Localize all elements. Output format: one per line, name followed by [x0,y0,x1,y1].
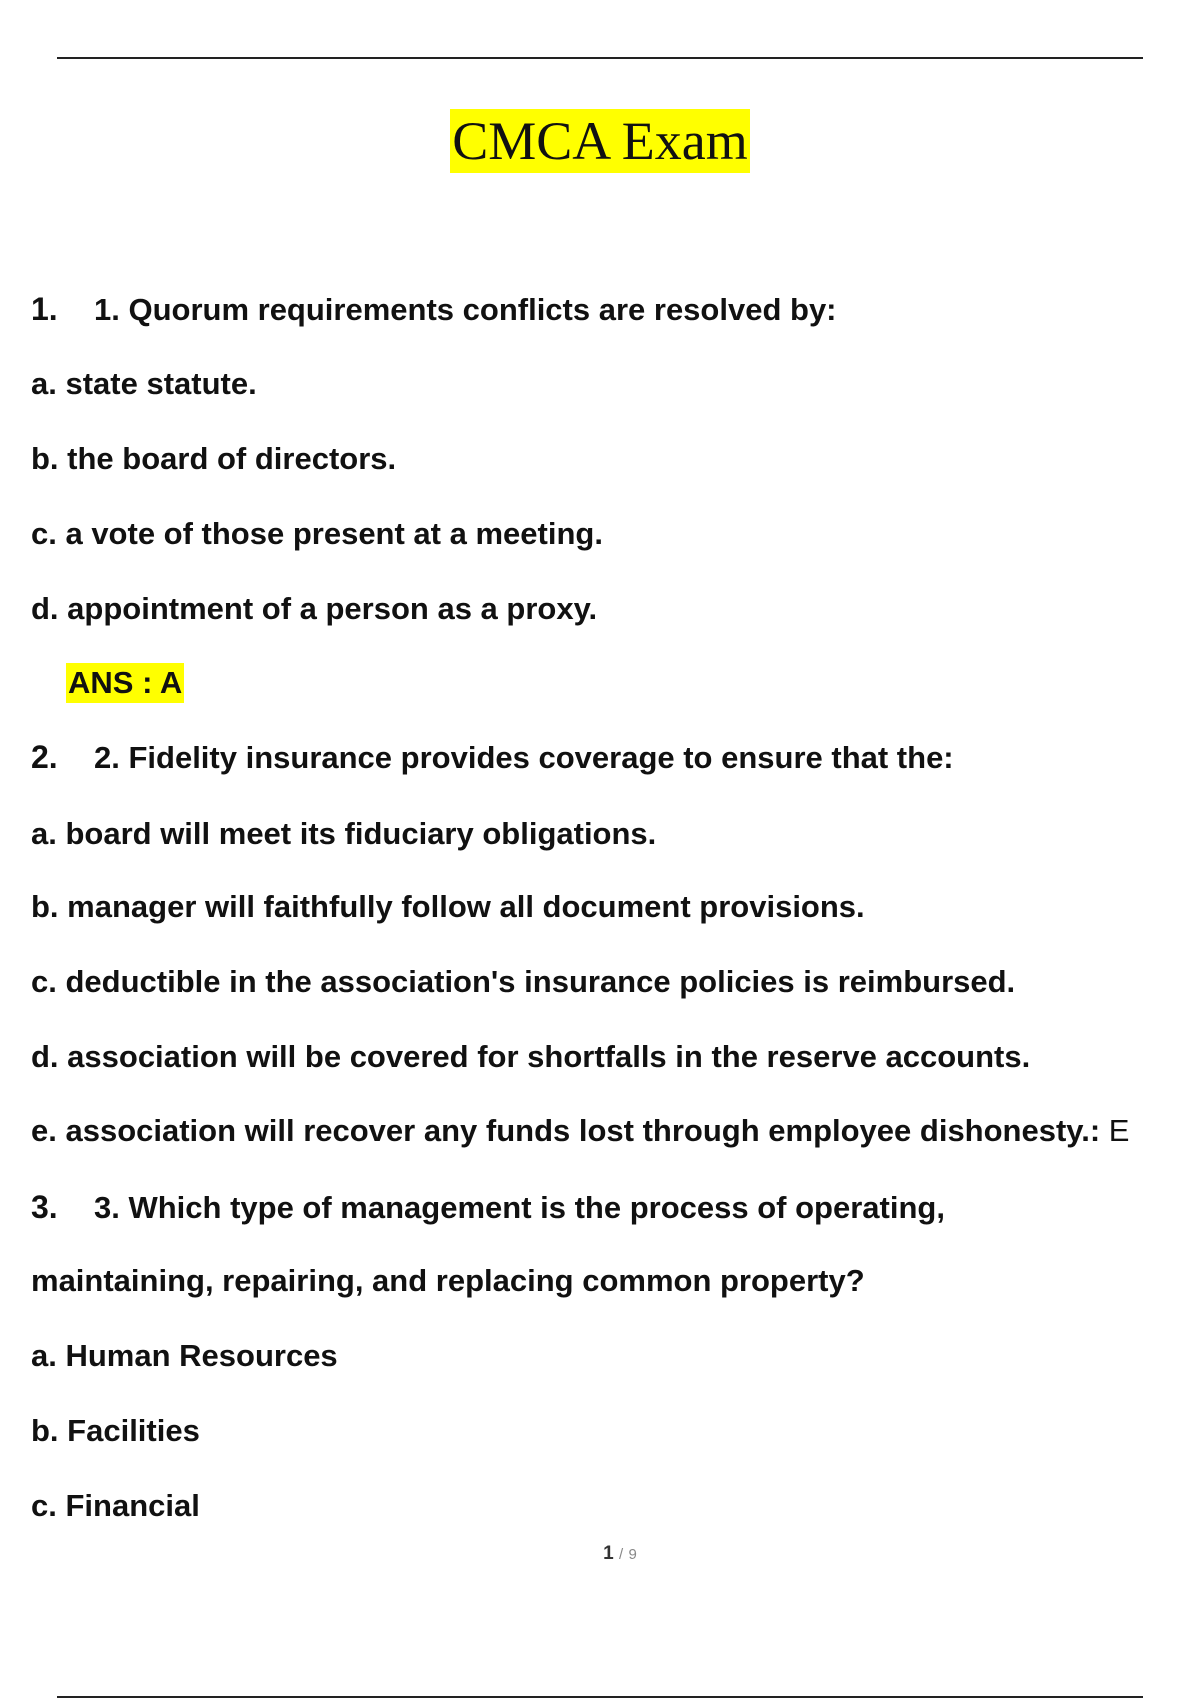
page-indicator [0,1543,1200,1565]
option-3b: b. Facilities [31,1413,200,1448]
option-text: e. association will recover any funds lost through employee dishonesty.: [31,1113,1101,1148]
option-1b: b. the board of directors. [31,441,397,476]
top-rule [57,57,1143,59]
title-wrap [0,109,1200,173]
question-text: 2. Fidelity insurance provides coverage to ensure that the: [94,740,954,775]
page-current: 1 [603,1543,614,1564]
option-2b: b. manager will faithfully follow all document provisions. [31,889,865,924]
answer-1: ANS : A [66,663,184,703]
option-1c: c. a vote of those present at a meeting. [31,516,603,551]
option-2e [31,1112,1129,1150]
option-2d: d. association will be covered for shortfalls in the reserve accounts. [31,1039,1031,1074]
question-text: 3. Which type of management is the process of operating, [94,1190,945,1225]
question-3-continued: maintaining, repairing, and replacing common property? [31,1263,865,1298]
question-number: 2. [31,739,58,775]
question-1 [31,290,837,329]
option-1d: d. appointment of a person as a proxy. [31,591,598,626]
option-3c: c. Financial [31,1488,200,1523]
bottom-rule [57,1696,1143,1698]
question-number: 3. [31,1189,58,1225]
question-text: 1. Quorum requirements conflicts are resolved by: [94,292,837,327]
answer-2: E [1100,1113,1130,1148]
question-number: 1. [31,291,58,327]
page-total: 9 [628,1546,637,1563]
option-3a: a. Human Resources [31,1338,338,1373]
question-3 [31,1188,945,1227]
option-1a: a. state statute. [31,366,257,401]
page-separator: / [619,1546,624,1563]
option-2a: a. board will meet its fiduciary obligations. [31,816,657,851]
document-title: CMCA Exam [452,111,748,171]
question-2 [31,738,954,777]
option-2c: c. deductible in the association's insurance policies is reimbursed. [31,964,1016,999]
